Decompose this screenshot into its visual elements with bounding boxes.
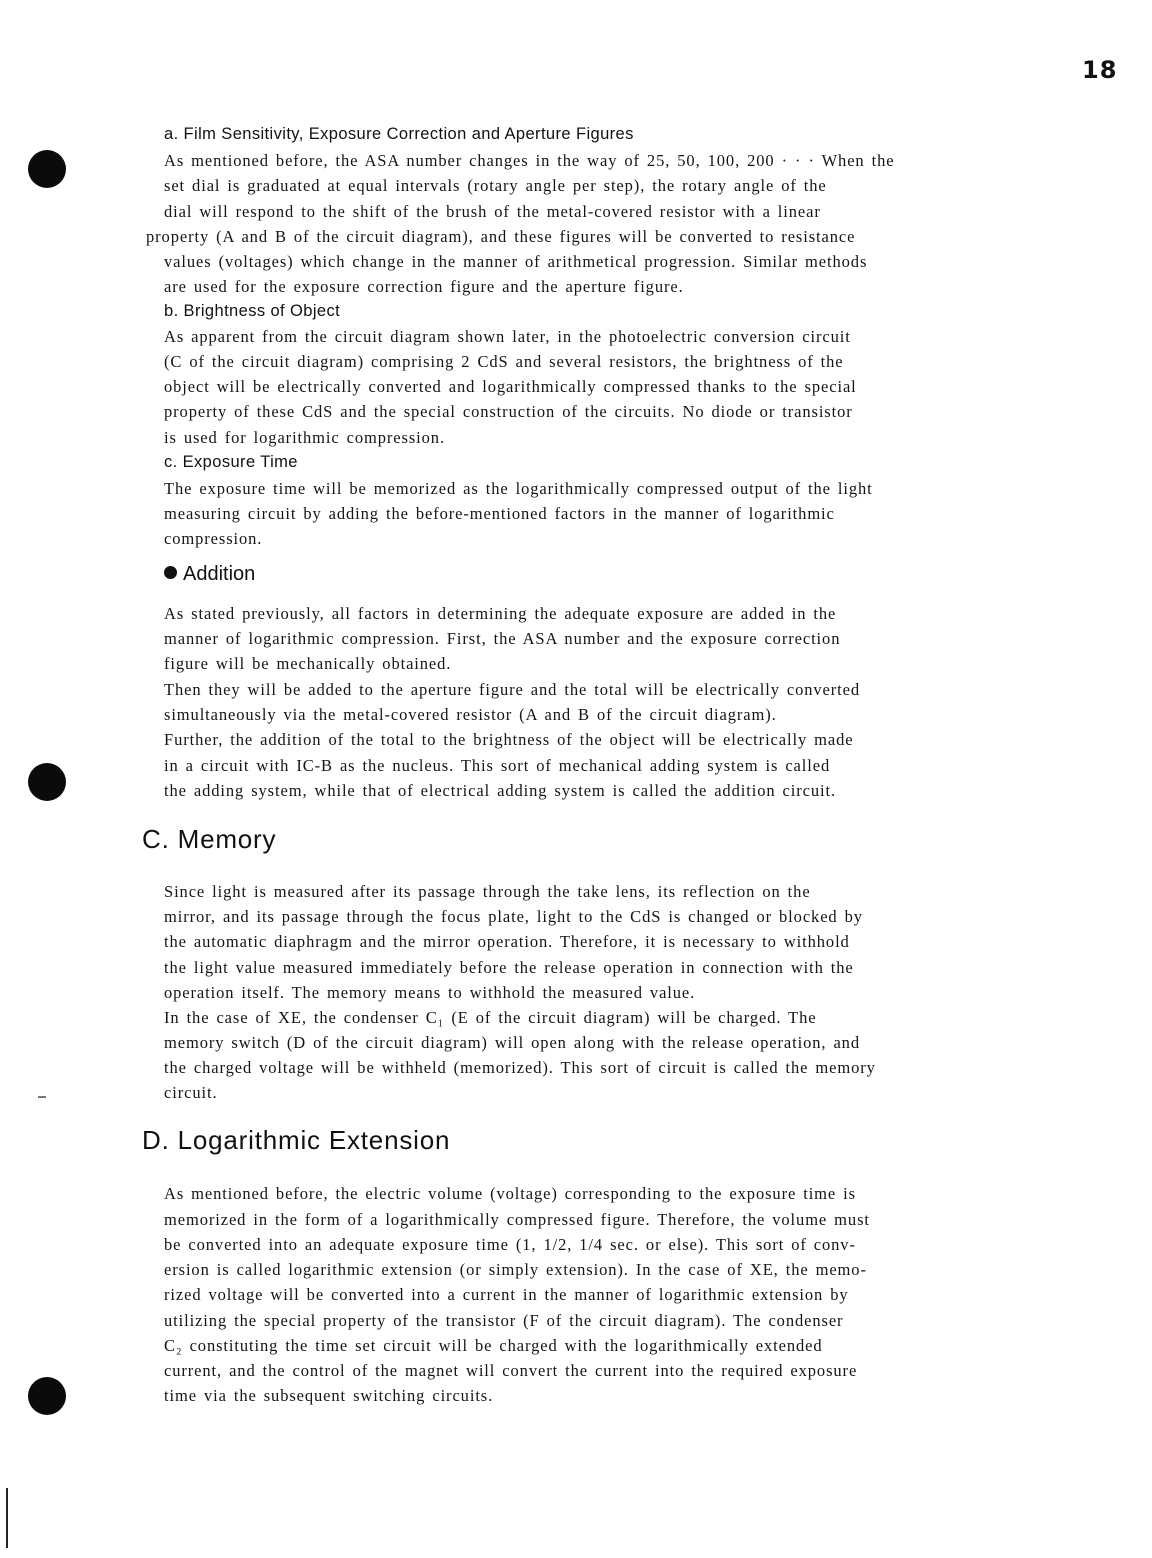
paragraph-line: property (A and B of the circuit diagram), and these figures will be converted to resistance — [146, 227, 856, 246]
heading-memory: C. Memory — [142, 824, 277, 854]
scan-edge-line — [6, 1488, 8, 1548]
paragraph-line: As stated previously, all factors in determining the adequate exposure are added in the — [164, 604, 837, 623]
paragraph-line: the automatic diaphragm and the mirror operation. Therefore, it is necessary to withhold — [164, 932, 850, 951]
paragraph-line: Further, the addition of the total to the brightness of the object will be electrically made — [164, 730, 854, 749]
paragraph-line: operation itself. The memory means to withhold the measured value. — [164, 983, 696, 1002]
paragraph-line: property of these CdS and the special construction of the circuits. No diode or transistor — [164, 402, 853, 421]
paragraph-line: As mentioned before, the electric volume (voltage) corresponding to the exposure time is — [164, 1184, 856, 1203]
paragraph-line: mirror, and its passage through the focus plate, light to the CdS is changed or blocked by — [164, 907, 863, 926]
paragraph-line: Since light is measured after its passage through the take lens, its reflection on the — [164, 882, 811, 901]
paragraph-line: rized voltage will be converted into a current in the manner of logarithmic extension by — [164, 1285, 849, 1304]
heading-addition — [164, 563, 255, 586]
paragraph-line: time via the subsequent switching circuits. — [164, 1386, 494, 1405]
page-number: 18 — [1082, 56, 1118, 84]
paragraph-line: compression. — [164, 529, 263, 548]
paragraph-line: manner of logarithmic compression. First, the ASA number and the exposure correction — [164, 629, 841, 648]
paragraph-line: object will be electrically converted and logarithmically compressed thanks to the special — [164, 377, 857, 396]
paragraph-line: figure will be mechanically obtained. — [164, 654, 452, 673]
paragraph-line: As apparent from the circuit diagram shown later, in the photoelectric conversion circuit — [164, 327, 851, 346]
heading-addition-label: Addition — [183, 563, 256, 585]
paragraph-line: circuit. — [164, 1083, 218, 1102]
paragraph-line: in a circuit with IC-B as the nucleus. This sort of mechanical adding system is called — [164, 756, 831, 775]
paragraph-line: dial will respond to the shift of the brush of the metal-covered resistor with a linear — [164, 202, 821, 221]
subheading-exposure-time: c. Exposure Time — [164, 453, 298, 471]
bullet-icon — [164, 566, 177, 579]
paragraph-line: (C of the circuit diagram) comprising 2 CdS and several resistors, the brightness of the — [164, 352, 844, 371]
paragraph-line: is used for logarithmic compression. — [164, 428, 445, 447]
paragraph-line: memorized in the form of a logarithmically compressed figure. Therefore, the volume must — [164, 1210, 870, 1229]
paragraph-line: the light value measured immediately before the release operation in connection with the — [164, 958, 854, 977]
paragraph-line: Then they will be added to the aperture figure and the total will be electrically converted — [164, 680, 861, 699]
punch-hole-bottom — [28, 1377, 66, 1415]
punch-hole-top — [28, 150, 66, 188]
paragraph-line: current, and the control of the magnet will convert the current into the required exposure — [164, 1361, 858, 1380]
paragraph-line: set dial is graduated at equal intervals (rotary angle per step), the rotary angle of the — [164, 176, 827, 195]
paragraph-line: be converted into an adequate exposure time (1, 1/2, 1/4 sec. or else). This sort of conv- — [164, 1235, 856, 1254]
paragraph-line: values (voltages) which change in the manner of arithmetical progression. Similar methods — [164, 252, 868, 271]
paragraph-line: are used for the exposure correction figure and the aperture figure. — [164, 277, 684, 296]
punch-hole-middle — [28, 763, 66, 801]
paragraph-line: memory switch (D of the circuit diagram) will open along with the release operation, and — [164, 1033, 860, 1052]
subheading-brightness-of-object: b. Brightness of Object — [164, 302, 341, 320]
heading-logarithmic-extension: D. Logarithmic Extension — [142, 1125, 451, 1155]
subheading-film-sensitivity: a. Film Sensitivity, Exposure Correction and Aperture Figures — [164, 125, 634, 143]
paragraph-line: ersion is called logarithmic extension (or simply extension). In the case of XE, the memo- — [164, 1260, 867, 1279]
paragraph-line: As mentioned before, the ASA number changes in the way of 25, 50, 100, 200 · · · When the — [164, 151, 895, 170]
paragraph-line: In the case of XE, the condenser C₁ (E of the circuit diagram) will be charged. The — [164, 1008, 817, 1027]
scan-mark — [38, 1096, 46, 1098]
paragraph-line: measuring circuit by adding the before-mentioned factors in the manner of logarithmic — [164, 504, 835, 523]
paragraph-line: simultaneously via the metal-covered resistor (A and B of the circuit diagram). — [164, 705, 777, 724]
paragraph-line: the charged voltage will be withheld (memorized). This sort of circuit is called the memory — [164, 1058, 876, 1077]
paragraph-line: C₂ constituting the time set circuit will be charged with the logarithmically extended — [164, 1336, 823, 1355]
paragraph-line: the adding system, while that of electrical adding system is called the addition circuit. — [164, 781, 836, 800]
paragraph-line: The exposure time will be memorized as the logarithmically compressed output of the light — [164, 479, 873, 498]
paragraph-line: utilizing the special property of the transistor (F of the circuit diagram). The condenser — [164, 1311, 844, 1330]
